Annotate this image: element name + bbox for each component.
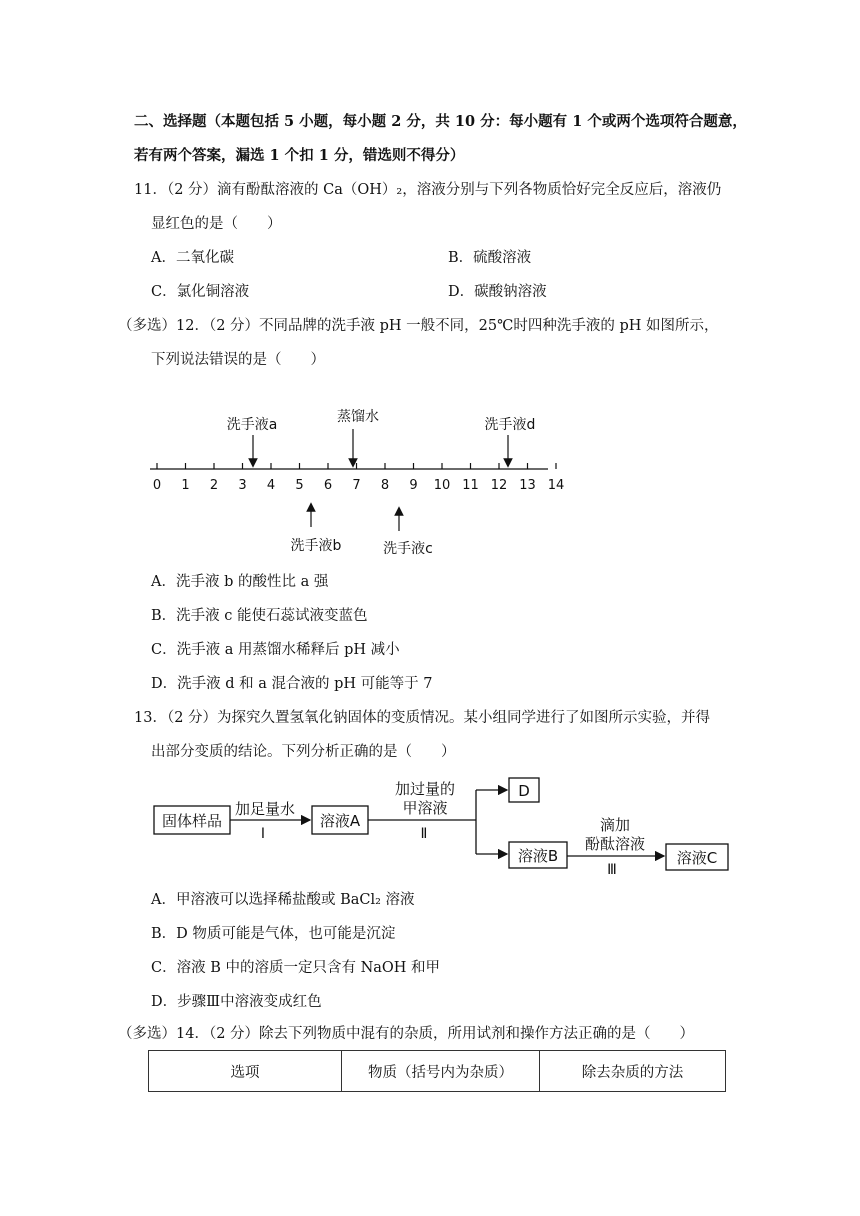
q13-option-b: B．D 物质可能是气体，也可能是沉淀	[151, 926, 396, 942]
q12-option-d: D．洗手液 d 和 a 混合液的 pH 可能等于 7	[151, 676, 433, 692]
q13-stem-line1: 13．（2 分）为探究久置氢氧化钠固体的变质情况。某小组同学进行了如图所示实验，并得	[134, 710, 711, 726]
table-header-method: 除去杂质的方法	[540, 1051, 726, 1092]
step2-number: Ⅱ	[420, 826, 428, 842]
step3-label-line1: 滴加	[599, 816, 631, 834]
ph-tick-label: 13	[519, 478, 536, 493]
table-header-row	[149, 1051, 726, 1092]
box-solution-c-label: 溶液C	[676, 849, 718, 867]
ph-tick-label: 10	[433, 478, 451, 493]
q14-stem-line1: （多选）14．（2 分）除去下列物质中混有的杂质，所用试剂和操作方法正确的是（ ）	[118, 1026, 695, 1042]
label-handwash-c: 洗手液c	[383, 541, 433, 557]
ph-tick-label: 0	[152, 478, 162, 493]
box-solution-b-label: 溶液B	[517, 847, 559, 865]
table-header-substance: 物质（括号内为杂质）	[342, 1051, 540, 1092]
step1-number: Ⅰ	[260, 826, 266, 842]
step3-label-line2: 酚酞溶液	[584, 835, 646, 853]
q13-option-c: C．溶液 B 中的溶质一定只含有 NaOH 和甲	[151, 960, 441, 976]
step2-label-line2: 甲溶液	[402, 799, 448, 817]
ph-scale-figure	[140, 405, 570, 565]
ph-ticks	[153, 463, 564, 493]
table-header-option: 选项	[149, 1051, 342, 1092]
ph-tick-label: 5	[295, 478, 304, 493]
step1-label: 加足量水	[234, 800, 296, 818]
ph-tick-label: 12	[490, 478, 508, 493]
experiment-flowchart	[150, 772, 740, 884]
section-title-line2: 若有两个答案，漏选 1 个扣 1 分，错选则不得分）	[134, 147, 465, 164]
step2-label-line1: 加过量的	[394, 780, 456, 798]
q12-option-c: C．洗手液 a 用蒸馏水稀释后 pH 减小	[151, 642, 400, 658]
ph-tick-label: 3	[238, 478, 247, 493]
ph-tick-label: 9	[409, 478, 418, 493]
ph-tick-label: 14	[547, 478, 565, 493]
q13-option-d: D．步骤Ⅲ中溶液变成红色	[151, 994, 322, 1010]
q14-options-table	[148, 1050, 726, 1092]
ph-tick-label: 7	[352, 478, 361, 493]
q11-option-c: C．氯化铜溶液	[151, 284, 250, 300]
section-title-line1: 二、选择题（本题包括 5 小题，每小题 2 分，共 10 分：每小题有 1 个或两个选项符合题意，	[134, 113, 747, 130]
label-distilled-water: 蒸馏水	[337, 409, 379, 425]
ph-tick-label: 6	[323, 478, 333, 493]
q11-option-b: B．硫酸溶液	[448, 250, 532, 266]
q11-stem-line1: 11．（2 分）滴有酚酞溶液的 Ca（OH）₂，溶液分别与下列各物质恰好完全反应后，溶液仍	[134, 182, 722, 198]
ph-tick-label: 4	[266, 478, 276, 493]
ph-tick-label: 1	[181, 478, 190, 493]
q12-option-a: A．洗手液 b 的酸性比 a 强	[151, 574, 329, 590]
q11-option-d: D．碳酸钠溶液	[448, 284, 547, 300]
q11-option-a: A．二氧化碳	[151, 250, 234, 266]
q11-stem-line2: 显红色的是（ ）	[151, 216, 282, 232]
ph-tick-label: 11	[462, 478, 479, 493]
label-handwash-b: 洗手液b	[290, 538, 342, 554]
ph-tick-label: 2	[209, 478, 219, 493]
label-handwash-d: 洗手液d	[484, 417, 536, 433]
box-solution-a-label: 溶液A	[319, 812, 361, 830]
ph-tick-label: 8	[380, 478, 390, 493]
label-handwash-a: 洗手液a	[226, 417, 278, 433]
step3-number: Ⅲ	[607, 862, 617, 878]
q13-stem-line2: 出部分变质的结论。下列分析正确的是（ ）	[151, 744, 456, 760]
q12-option-b: B．洗手液 c 能使石蕊试液变蓝色	[151, 608, 368, 624]
box-solid-sample-label: 固体样品	[161, 812, 223, 830]
q12-stem-line1: （多选）12．（2 分）不同品牌的洗手液 pH 一般不同，25℃时四种洗手液的 pH 如图所示，	[118, 318, 719, 334]
box-d-label: D	[518, 782, 530, 800]
q12-stem-line2: 下列说法错误的是（ ）	[151, 352, 325, 368]
q13-option-a: A．甲溶液可以选择稀盐酸或 BaCl₂ 溶液	[151, 892, 415, 908]
